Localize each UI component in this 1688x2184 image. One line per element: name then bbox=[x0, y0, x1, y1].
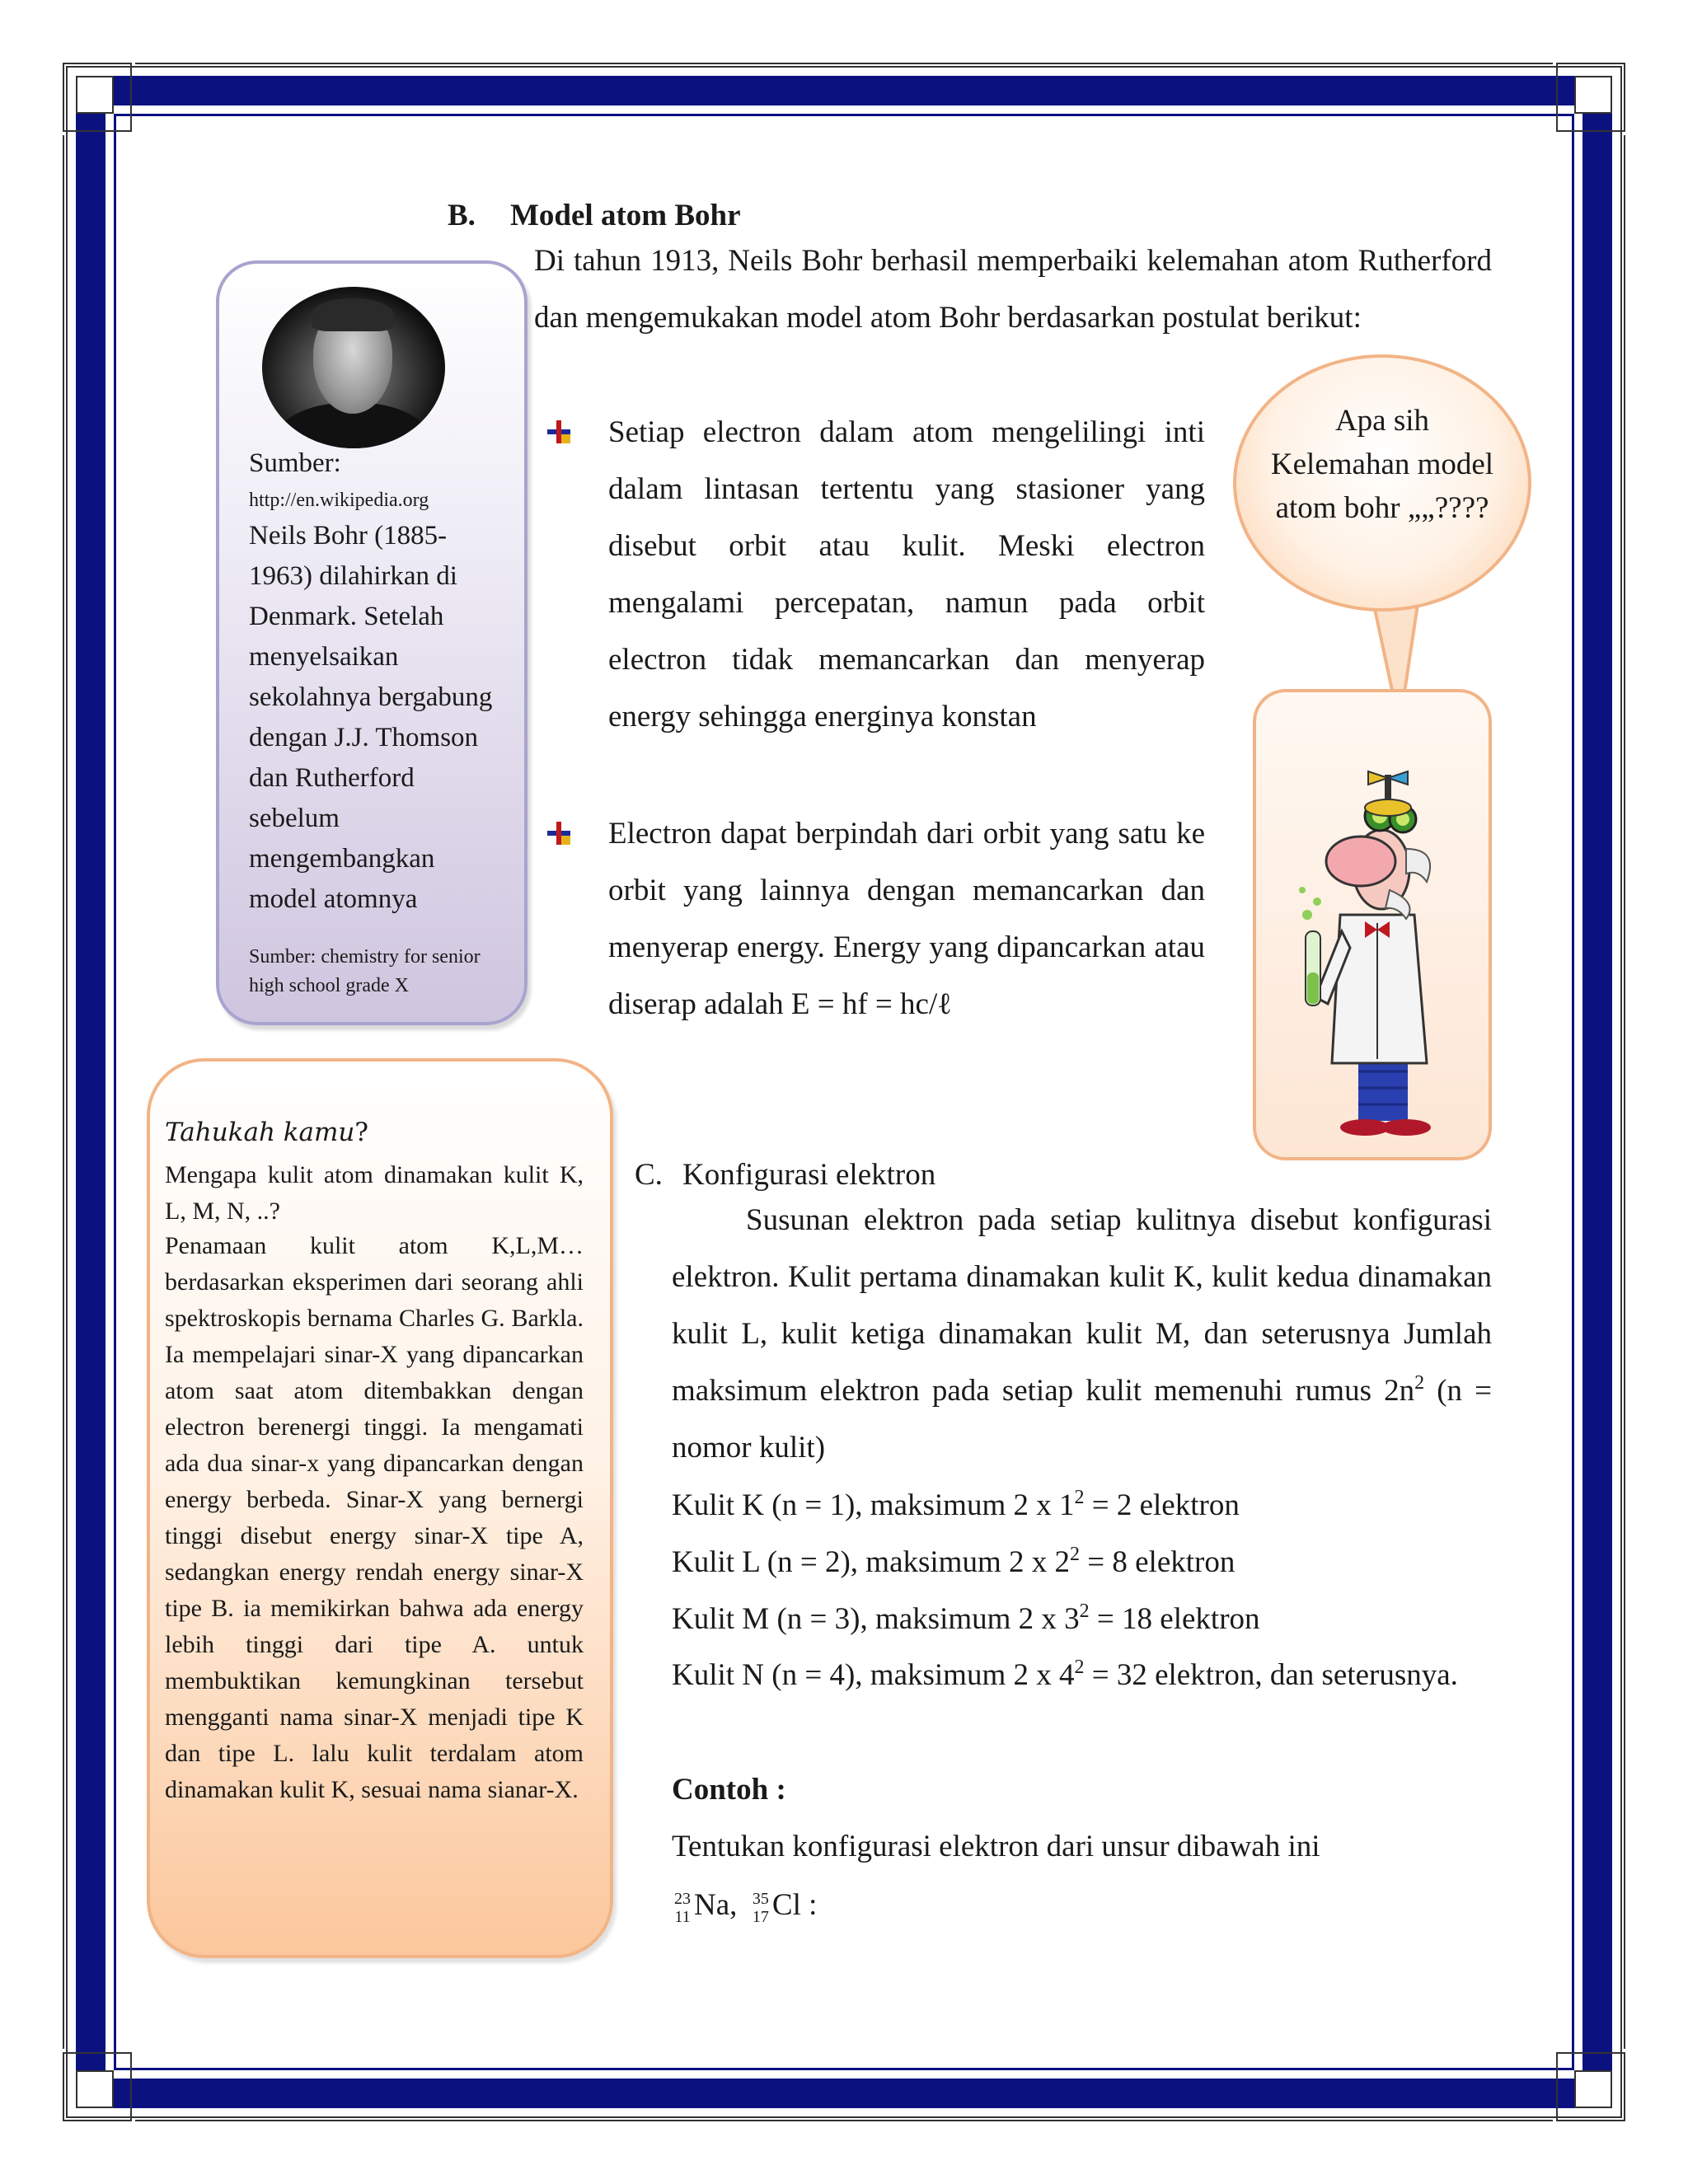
isotope-na-numbers: 23 11 bbox=[674, 1889, 691, 1926]
scientist-cartoon bbox=[1282, 725, 1472, 1137]
shell-k-line: Kulit K (n = 1), maksimum 2 x $1^2 = 2$ elektron bbox=[672, 1487, 1240, 1522]
section-b-title: Model atom Bohr bbox=[510, 199, 741, 232]
bohr-info-box bbox=[216, 260, 528, 1025]
shell-l-line: Kulit L (n = 2), maksimum 2 x $2^2 = 8$ elektron bbox=[672, 1544, 1236, 1579]
isotope-cl-numbers: 35 17 bbox=[752, 1889, 769, 1926]
did-you-know-title: Tahukah kamu? bbox=[165, 1118, 369, 1147]
corner-ornament-bottom-left bbox=[63, 2052, 132, 2121]
section-c-title: Konfigurasi elektron bbox=[682, 1158, 936, 1192]
shell-n-line: Kulit N (n = 4), maksimum 2 x $4^2 = 32$ elektron, dan seterusnya. bbox=[672, 1657, 1458, 1692]
bohr-source-url: http://en.wikipedia.org bbox=[249, 490, 429, 511]
postulate-1: Setiap electron dalam atom mengelilingi inti dalam lintasan tertentu yang stasioner yang disebut orbit atau kulit. Meski electron mengalami percepatan, namun pada orbit electron tidak memancarkan dan menyerap energy sehingga energinya konstan bbox=[608, 415, 1205, 733]
bohr-credit: Sumber: chemistry for senior high school grade X bbox=[249, 946, 481, 996]
example-question: Tentukan konfigurasi elektron dari unsur dibawah ini bbox=[672, 1830, 1320, 1863]
bohr-biography: Neils Bohr (1885-1963) dilahirkan di Denmark. Setelah menyelsaikan sekolahnya bergabung dengan J.J. Thomson dan Rutherford sebelum mengembangkan model atomnya bbox=[249, 521, 493, 914]
shell-m-line: Kulit M (n = 3), maksimum 2 x $3^2 = 18$ elektron bbox=[672, 1601, 1260, 1636]
section-c-number: C. bbox=[635, 1158, 663, 1192]
speech-bubble-text: Apa sih Kelemahan model atom bohr „„???? bbox=[1270, 404, 1494, 525]
section-c-heading bbox=[635, 1157, 935, 1193]
did-you-know-question: Mengapa kulit atom dinamakan kulit K, L, M, N, ..? bbox=[165, 1161, 584, 1225]
corner-ornament-bottom-right bbox=[1556, 2052, 1625, 2121]
section-b-heading bbox=[448, 198, 741, 233]
did-you-know-body: Penamaan kulit atom K,L,M… berdasarkan eksperimen dari seorang ahli spektroskopis bernama Charles G. Barkla. Ia mempelajari sinar-X yang dipancarkan atom saat atom ditembakkan dengan electron berenergi tinggi. Ia mengamati ada dua sinar-x yang dipancarkan dengan energy berbeda. Sinar-X yang bernergi tinggi disebut energy sinar-X tipe A, sedangkan energy rendah energy sinar-X tipe B. ia memikirkan bahwa ada energy lebih tinggi dari tipe A. untuk membuktikan kemungkinan tersebut mengganti nama sinar-X menjadi tipe K dan tipe L. lalu kulit terdalam atom dinamakan kulit K, sesuai nama sianar-X. bbox=[165, 1232, 584, 1803]
corner-ornament-top-right bbox=[1556, 63, 1625, 132]
isotope-terminator: : bbox=[800, 1888, 818, 1922]
isotope-cl-symbol: Cl bbox=[771, 1888, 801, 1922]
example-heading: Contoh : bbox=[672, 1773, 786, 1807]
postulate-2: Electron dapat berpindah dari orbit yang satu ke orbit yang lainnya dengan memancarkan dan menyerap energy. Energy yang dipancarkan atau diserap adalah E = hf = hc/ℓ bbox=[608, 817, 1205, 1021]
plus-bullet-icon bbox=[547, 420, 570, 443]
bohr-portrait bbox=[262, 287, 445, 448]
section-c-paragraph: Susunan elektron pada setiap kulitnya disebut konfigurasi elektron. Kulit pertama dinamakan kulit K, kulit kedua dinamakan kulit L, kulit ketiga dinamakan kulit M, dan seterusnya Jumlah maksimum elektron pada setiap kulit memenuhi rumus $2n^2$ (n = nomor kulit) bbox=[672, 1203, 1492, 1465]
plus-bullet-icon bbox=[547, 822, 570, 845]
isotope-separator: , bbox=[729, 1888, 738, 1922]
section-b-intro: Di tahun 1913, Neils Bohr berhasil memperbaiki kelemahan atom Rutherford dan mengemukakan model atom Bohr berdasarkan postulat berikut: bbox=[534, 244, 1492, 335]
corner-ornament-top-left bbox=[63, 63, 132, 132]
isotope-list bbox=[674, 1887, 817, 1926]
bohr-source-label: Sumber: bbox=[249, 448, 341, 478]
did-you-know-box bbox=[147, 1058, 613, 1958]
section-b-number: B. bbox=[448, 199, 476, 232]
isotope-na-symbol: Na bbox=[694, 1888, 730, 1922]
